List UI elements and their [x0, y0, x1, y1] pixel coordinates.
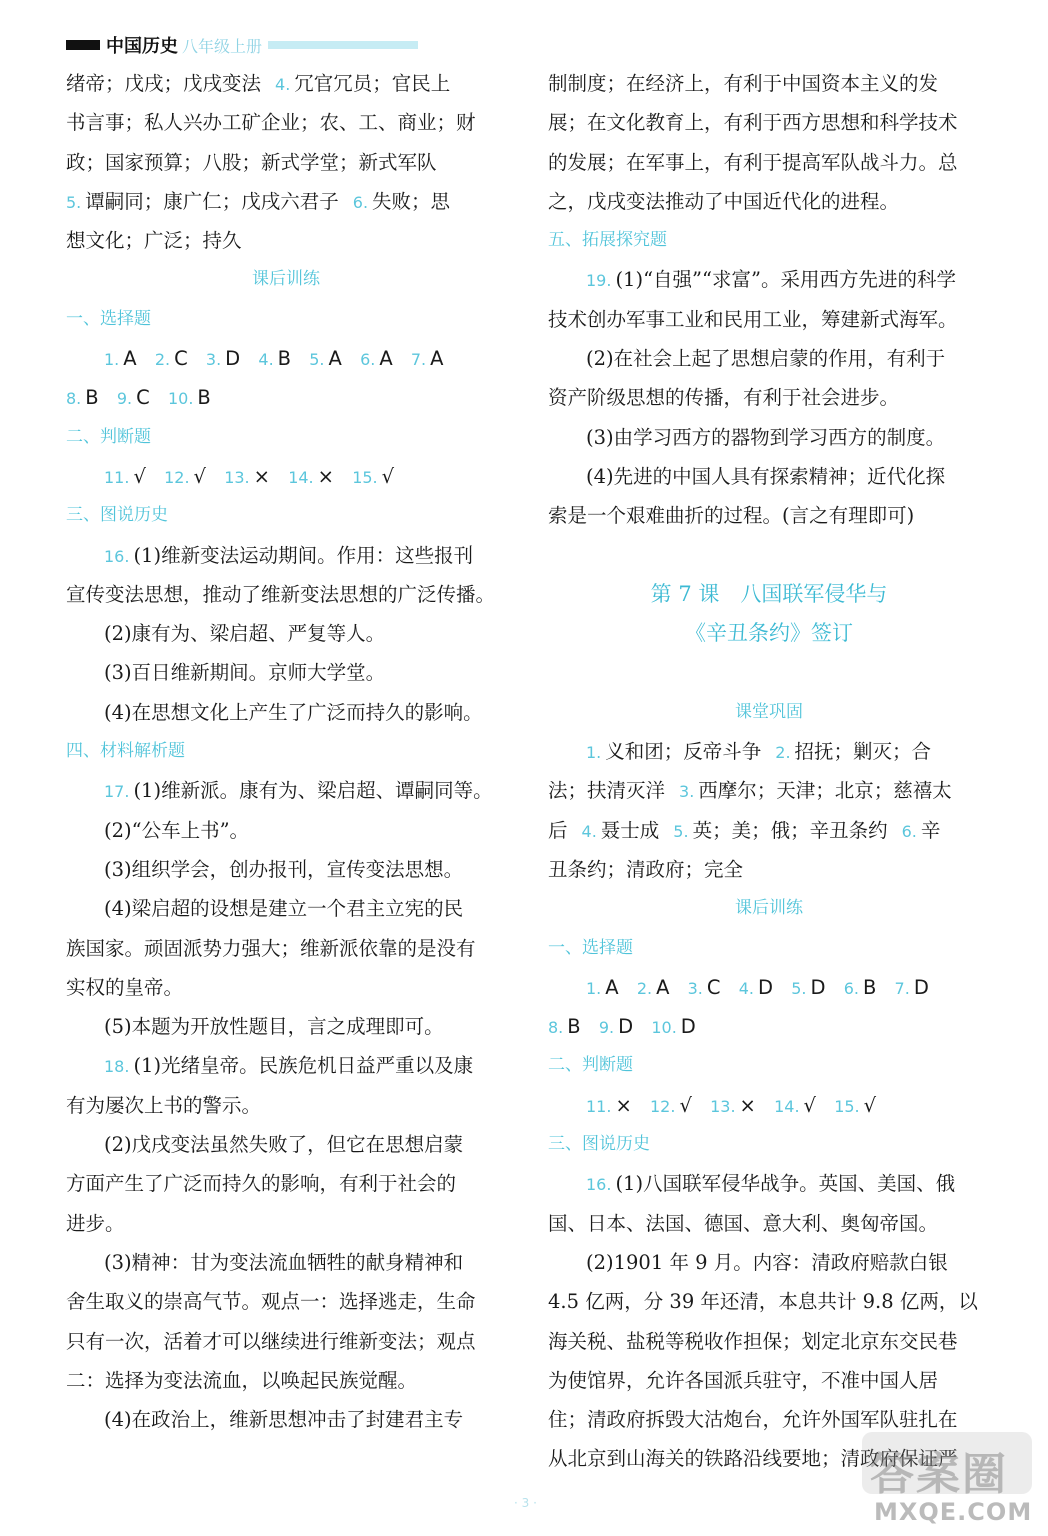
section-heading: 二、判断题	[66, 426, 151, 447]
answer-row: 8. B 9. C 10. B	[66, 386, 211, 410]
text-line: 16. (1)八国联军侵华战争。英国、美国、俄	[586, 1172, 956, 1196]
lesson-title: 《辛丑条约》签订	[685, 621, 853, 646]
answer-row: 8. B 9. D 10. D	[548, 1015, 696, 1039]
section-heading: 一、选择题	[66, 308, 151, 329]
text-line: 族国家。顽固派势力强大；维新派依靠的是没有	[66, 936, 476, 960]
text-line: 进步。	[66, 1211, 125, 1235]
text-line: 技术创办军事工业和民用工业，筹建新式海军。	[548, 307, 958, 331]
text-line: 宣传变法思想，推动了维新变法思想的广泛传播。	[66, 582, 496, 606]
text-line: 二：选择为变法流血，以唤起民族觉醒。	[66, 1368, 418, 1392]
answer-row: 1. A 2. A 3. C 4. D 5. D 6. B 7. D	[586, 975, 929, 999]
watermark-logo	[862, 1432, 1032, 1528]
text-line: 想文化；广泛；持久	[66, 229, 242, 253]
section-heading: 三、图说历史	[548, 1134, 650, 1155]
text-line: (4)梁启超的设想是建立一个君主立宪的民	[104, 897, 464, 921]
text-line: 17. (1)维新派。康有为、梁启超、谭嗣同等。	[104, 779, 493, 803]
text-line: 只有一次，活着才可以继续进行维新变法；观点	[66, 1329, 476, 1353]
text-line: (4)先进的中国人具有探索精神；近代化探	[586, 464, 946, 488]
text-line: (2)在社会上起了思想启蒙的作用，有利于	[586, 347, 946, 371]
header-stripe	[268, 41, 418, 49]
section-heading: 三、图说历史	[66, 505, 168, 526]
text-line: 国、日本、法国、德国、意大利、奥匈帝国。	[548, 1211, 939, 1235]
page-number: · 3 ·	[514, 1496, 537, 1510]
text-line: 海关税、盐税等税收作担保；划定北京东交民巷	[548, 1329, 958, 1353]
text-line: 索是一个艰难曲折的过程。(言之有理即可)	[548, 504, 915, 528]
text-line: 的发展；在军事上，有利于提高军队战斗力。总	[548, 150, 958, 174]
text-line: 19. (1)“自强”“求富”。采用西方先进的科学	[586, 268, 956, 292]
text-line: (2)戊戌变法虽然失败了，但它在思想启蒙	[104, 1133, 464, 1157]
text-line: 丑条约；清政府；完全	[548, 857, 744, 881]
text-line: 书言事；私人兴办工矿企业；农、工、商业；财	[66, 111, 476, 135]
text-line: 展；在文化教育上，有利于西方思想和科学技术	[548, 111, 958, 135]
answer-row: 11. √ 12. √ 13. × 14. × 15. √	[104, 464, 395, 488]
watermark-domain: MXQE.COM	[874, 1498, 1033, 1526]
text-line: (2)“公车上书”。	[104, 818, 250, 842]
text-line: 政；国家预算；八股；新式学堂；新式军队	[66, 150, 437, 174]
text-line: 18. (1)光绪皇帝。民族危机日益严重以及康	[104, 1054, 474, 1078]
text-line: 绪帝；戊戌；戊戌变法 4. 冗官冗员；官民上	[66, 72, 451, 95]
text-line: 舍生取义的崇高气节。观点一：选择逃走，生命	[66, 1290, 476, 1314]
text-line: 1. 义和团；反帝斗争 2. 招抚；剿灭；合	[586, 740, 932, 764]
text-line: (4)在思想文化上产生了广泛而持久的影响。	[104, 700, 483, 724]
text-line: 后 4. 聂士成 5. 英；美；俄；辛丑条约 6. 辛	[548, 818, 941, 842]
text-line: 方面产生了广泛而持久的影响，有利于社会的	[66, 1172, 457, 1196]
text-line: 16. (1)维新变法运动期间。作用：这些报刊	[104, 543, 474, 567]
text-line: 住；清政府拆毁大沽炮台，允许外国军队驻扎在	[548, 1408, 958, 1432]
text-line: 5. 谭嗣同；康广仁；戊戌六君子 6. 失败；思	[66, 189, 451, 213]
text-line: 之，戊戌变法推动了中国近代化的进程。	[548, 189, 900, 213]
text-line: (3)组织学会，创办报刊，宣传变法思想。	[104, 857, 464, 881]
text-line: 4.5 亿两，分 39 年还清，本息共计 9.8 亿两，以	[548, 1290, 978, 1314]
subsection-title: 课后训练	[735, 898, 803, 919]
section-heading: 五、拓展探究题	[548, 230, 667, 251]
page-header	[66, 32, 418, 58]
text-line: 从北京到山海关的铁路沿线要地；清政府保证严	[548, 1447, 958, 1471]
left-column	[66, 64, 506, 1439]
header-subject: 中国历史	[106, 36, 178, 57]
spacer	[548, 536, 990, 575]
lesson-title: 第 7 课 八国联军侵华与	[650, 581, 888, 606]
text-line: (3)精神：甘为变法流血牺牲的献身精神和	[104, 1250, 464, 1274]
text-line: 实权的皇帝。	[66, 975, 184, 999]
header-grade: 八年级上册	[182, 36, 263, 56]
text-line: (3)由学习西方的器物到学习西方的制度。	[586, 425, 946, 449]
subsection-title: 课后训练	[252, 269, 320, 290]
section-heading: 二、判断题	[548, 1055, 633, 1076]
watermark-text: 答案圈	[870, 1449, 1008, 1500]
text-line: 制制度；在经济上，有利于中国资本主义的发	[548, 72, 939, 95]
text-line: 为使馆界，允许各国派兵驻守，不准中国人居	[548, 1368, 939, 1392]
text-line: (2)1901 年 9 月。内容：清政府赔款白银	[586, 1250, 948, 1274]
text-line: (3)百日维新期间。京师大学堂。	[104, 661, 386, 685]
answer-row: 1. A 2. C 3. D 4. B 5. A 6. A 7. A	[104, 347, 444, 371]
text-line: (2)康有为、梁启超、严复等人。	[104, 622, 386, 646]
subsection-title: 课堂巩固	[735, 701, 803, 722]
right-column	[548, 64, 990, 1479]
answer-row: 11. × 12. √ 13. × 14. √ 15. √	[586, 1093, 877, 1117]
text-line: (4)在政治上，维新思想冲击了封建君主专	[104, 1408, 464, 1432]
text-line: (5)本题为开放性题目，言之成理即可。	[104, 1015, 444, 1039]
section-heading: 一、选择题	[548, 937, 633, 958]
header-bar	[66, 40, 100, 50]
section-heading: 四、材料解析题	[66, 741, 185, 762]
text-line: 资产阶级思想的传播，有利于社会进步。	[548, 386, 900, 410]
spacer	[548, 653, 990, 692]
text-line: 有为屡次上书的警示。	[66, 1093, 262, 1117]
text-line: 法；扶清灭洋 3. 西摩尔；天津；北京；慈禧太	[548, 779, 952, 803]
